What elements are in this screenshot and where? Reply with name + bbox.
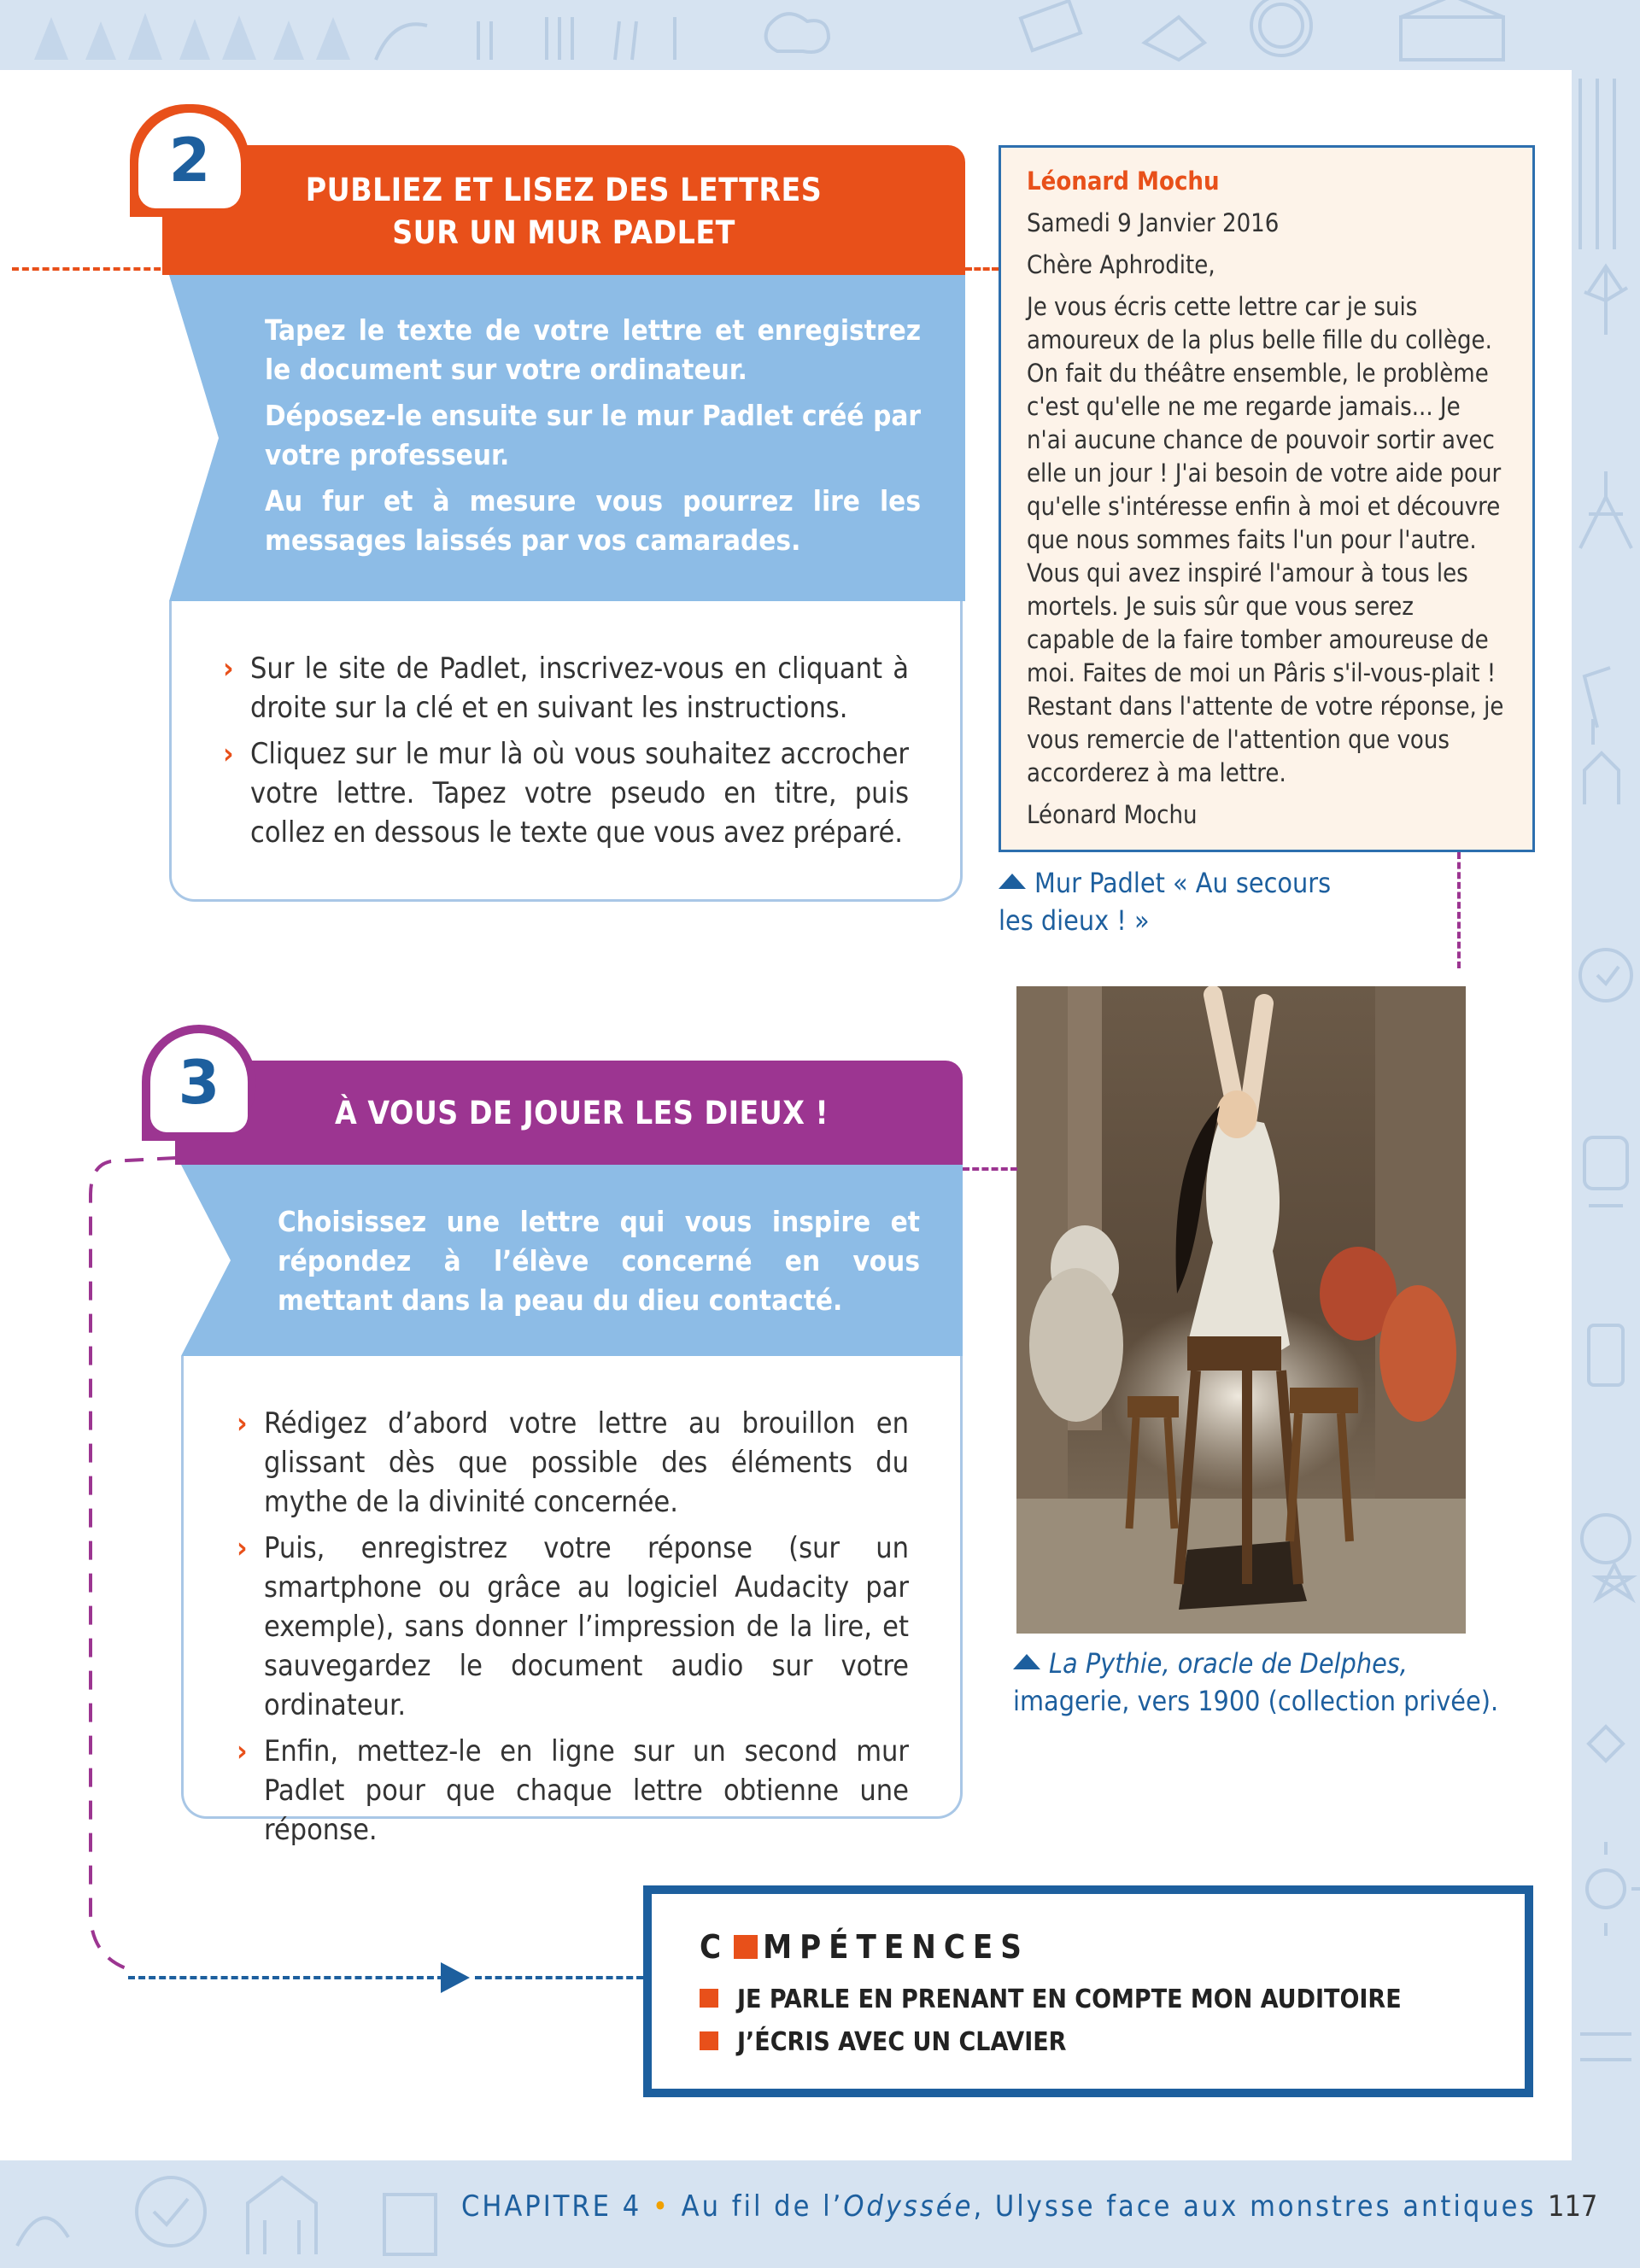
triangle-up-icon (1013, 1654, 1040, 1669)
chevron-right-icon: › (223, 737, 234, 771)
connector-loop-left-3 (77, 1144, 179, 1990)
section-2-intro-p2: Déposez-le ensuite sur le mur Padlet créé par votre professeur. (265, 399, 921, 471)
section-3-intro (278, 1202, 920, 1327)
letter-caption: Mur Padlet « Au secours les dieux ! » (999, 867, 1332, 937)
connector-line-left-2 (12, 267, 171, 271)
decorative-icons-top (0, 0, 1640, 70)
competence-item-2: J’ÉCRIS AVEC UN CLAVIER (700, 2027, 1066, 2057)
section-3-title: À VOUS DE JOUER LES DIEUX ! (335, 1095, 829, 1131)
chapter-footer (461, 2189, 1536, 2224)
footer-text-after: , Ulysse face aux monstres antiques (973, 2189, 1537, 2224)
letter-date: Samedi 9 Janvier 2016 (1027, 208, 1280, 237)
connector-line-letter-image (1457, 852, 1461, 968)
section-3-step-3: › Enfin, mettez-le en ligne sur un second mur Padlet pour que chaque lettre obtienne une réponse. (237, 1732, 909, 1850)
connector-line-right-3 (963, 1167, 1017, 1171)
section-2-step-1: › Sur le site de Padlet, inscrivez-vous en cliquant à droite sur la clé et en suivant les instructions. (223, 649, 909, 728)
padlet-letter (999, 145, 1535, 852)
image-caption (1013, 1645, 1543, 1720)
section-3-step-2: › Puis, enregistrez votre réponse (sur un smartphone ou grâce au logiciel Audacity par exemple), sans donner l’impression de la lire, et sauvegardez le document audio sur votre ordinateur. (237, 1529, 909, 1725)
section-2-title-line-1: PUBLIEZ ET LISEZ DES LETTRES (305, 172, 823, 208)
competence-item-1: JE PARLE EN PRENANT EN COMPTE MON AUDITOIRE (700, 1984, 1402, 2014)
chevron-right-icon: › (223, 652, 234, 686)
section-2-intro-p3: Au fur et à mesure vous pourrez lire les messages laissés par vos camarades. (265, 484, 921, 557)
section-2-steps-box (169, 601, 963, 902)
section-2-title (248, 169, 880, 254)
chevron-right-icon: › (237, 1406, 248, 1441)
image-caption-details: imagerie, vers 1900 (collection privée). (1013, 1685, 1499, 1717)
footer-text-italic: Odyssée (843, 2189, 974, 2224)
section-2-number: 2 (138, 113, 241, 208)
section-2-intro-p1: Tapez le texte de votre lettre et enregistrez le document sur votre ordinateur. (265, 313, 921, 386)
bullet-square-icon (700, 2031, 718, 2050)
competences-title: C MPÉTENCES (700, 1928, 1029, 1966)
competences-box (643, 1885, 1533, 2097)
connector-line-right-2 (965, 267, 999, 271)
section-2-intro (265, 311, 921, 567)
section-2-step-2: › Cliquez sur le mur là où vous souhaitez accrocher votre lettre. Tapez votre pseudo en titre, puis collez en dessous le texte que vous avez préparé. (223, 734, 909, 852)
letter-body: Je vous écris cette lettre car je suis amoureux de la plus belle fille du collège. On fait du théâtre ensemble, le problème c'est qu'elle ne me regarde jamais... Je n'ai aucune chance de pouvoir sortir avec elle un jour ! J'ai besoin de votre aide pour qu'elle s'intéresse enfin à moi et découvre que nous sommes faits l'un pour l'autre. Vous qui avez inspiré l'amour à tous les mortels. Je suis sûr que vous serez capable de la faire tomber amoureuse de moi. Faites de moi un Pâris s'il-vous-plait ! Restant dans l'attente de votre réponse, je vous remercie de l'attention que vous accorderez à ma lettre. (1027, 292, 1504, 787)
triangle-up-icon (999, 874, 1026, 889)
decorative-icons-right (1572, 70, 1640, 2160)
pythia-painting (1016, 986, 1466, 1634)
section-3-intro-p1: Choisissez une lettre qui vous inspire et répondez à l’élève concerné en vous mettant dans la peau du dieu contacté. (278, 1205, 920, 1317)
connector-line-competences (128, 1976, 444, 1979)
arrow-right-icon (439, 1961, 473, 1995)
page-number: 117 (1548, 2189, 1598, 2224)
section-3-number: 3 (150, 1033, 248, 1132)
competences-square-icon (734, 1935, 758, 1959)
footer-text-before: Au fil de l’ (681, 2189, 844, 2224)
section-2-title-line-2: SUR UN MUR PADLET (392, 214, 735, 251)
bullet-square-icon (700, 1989, 718, 2008)
chevron-right-icon: › (237, 1734, 248, 1768)
section-3-step-1: › Rédigez d’abord votre lettre au brouillon en glissant dès que possible des éléments du mythe de la divinité concernée. (237, 1404, 909, 1522)
letter-greeting: Chère Aphrodite, (1027, 250, 1215, 279)
letter-signature: Léonard Mochu (1027, 800, 1198, 829)
chevron-right-icon: › (237, 1531, 248, 1565)
section-3-steps-box (181, 1356, 963, 1847)
footer-chapter: CHAPITRE 4 (461, 2189, 642, 2224)
connector-line-competences-2 (475, 1976, 643, 1979)
letter-author: Léonard Mochu (1027, 167, 1220, 196)
image-caption-title: La Pythie, oracle de Delphes, (1049, 1647, 1408, 1680)
footer-separator: • (652, 2189, 671, 2224)
